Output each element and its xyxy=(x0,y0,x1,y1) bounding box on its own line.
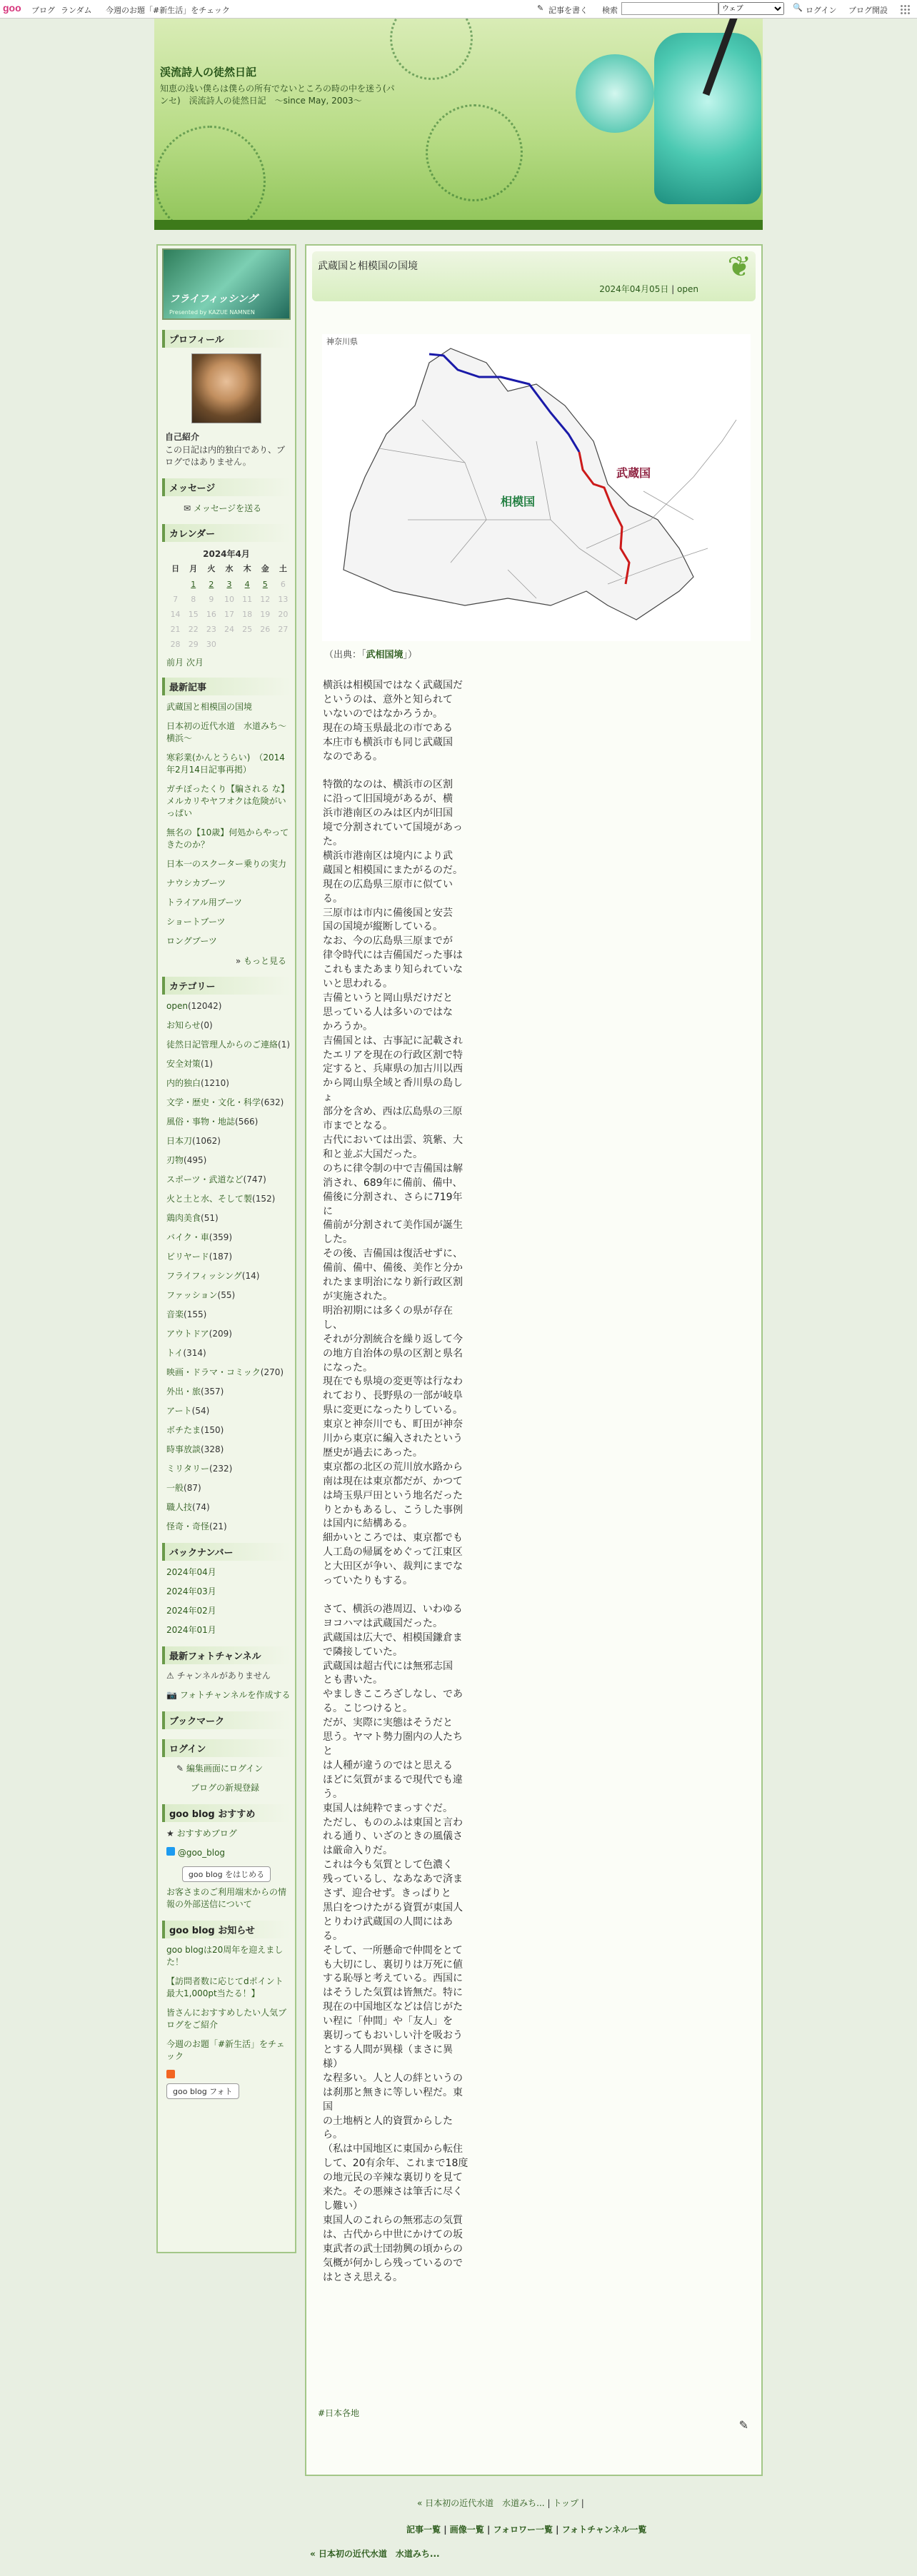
category-item xyxy=(166,1020,291,1032)
category-count: (632) xyxy=(261,1097,284,1107)
separator: | xyxy=(581,2498,584,2508)
recommend-heading: goo blog おすすめ xyxy=(162,1804,291,1822)
calendar-day-header: 月 xyxy=(189,564,198,573)
prev-entry-link[interactable]: « 日本初の近代水道 水道みち... xyxy=(417,2498,545,2508)
entry-category-link[interactable]: open xyxy=(677,284,698,294)
calendar-day: 19 xyxy=(260,610,271,619)
calendar-day: 21 xyxy=(170,625,181,634)
category-link[interactable]: 一般 xyxy=(166,1483,184,1493)
login-section xyxy=(162,1739,291,1794)
category-item xyxy=(166,1482,291,1494)
categories-heading: カテゴリー xyxy=(162,977,291,995)
category-item xyxy=(166,1154,291,1167)
calendar-month: 2024年4月 xyxy=(203,549,250,559)
calendar-day: 9 xyxy=(209,595,214,604)
category-item xyxy=(166,1270,291,1282)
footer-entries-link[interactable]: 記事一覧 xyxy=(406,2525,441,2535)
caption-prefix: （出典：「 xyxy=(324,650,366,660)
calendar-day xyxy=(239,637,256,652)
no-channel-text: チャンネルがありません xyxy=(176,1671,271,1681)
calendar-next-link[interactable]: 次月 xyxy=(186,658,204,668)
calendar-day[interactable]: 2 xyxy=(209,580,214,589)
calendar-day: 25 xyxy=(242,625,253,634)
category-count: (1062) xyxy=(192,1136,221,1146)
category-link[interactable]: アウトドア xyxy=(166,1329,209,1339)
header-stripe xyxy=(154,220,763,230)
category-item xyxy=(166,1424,291,1437)
footer-photo-channels-link[interactable]: フォトチャンネル一覧 xyxy=(561,2525,647,2535)
category-link[interactable]: 音楽 xyxy=(166,1309,184,1319)
search-label: 検索 xyxy=(602,6,618,15)
category-count: (21) xyxy=(209,1521,227,1531)
calendar-day xyxy=(220,637,238,652)
category-link[interactable]: 徒然日記管理人からのご連絡 xyxy=(166,1040,279,1050)
category-link[interactable]: 外出・旅 xyxy=(166,1387,201,1397)
entry-date-link[interactable]: 2024年04月05日 xyxy=(599,284,669,294)
news-heading: goo blog お知らせ xyxy=(162,1921,291,1938)
leaf-icon: ❦ xyxy=(727,251,751,283)
recommend-section xyxy=(162,1804,291,1911)
category-link[interactable]: バイク・車 xyxy=(166,1232,209,1242)
category-count: (155) xyxy=(184,1309,207,1319)
category-item xyxy=(166,1251,291,1263)
create-photo-channel-link[interactable]: フォトチャンネルを作成する xyxy=(179,1690,291,1700)
category-item xyxy=(166,1174,291,1186)
recent-entry-link[interactable]: 寒彩業(かんとうらい) （2014年2月14日記事再掲） xyxy=(166,753,285,775)
category-item xyxy=(166,1463,291,1475)
category-item xyxy=(166,1116,291,1128)
source-link[interactable]: 武相国境 xyxy=(366,650,404,660)
calendar-day: 11 xyxy=(242,595,253,604)
category-link[interactable]: 職人技 xyxy=(166,1502,193,1512)
sagami-label: 相模国 xyxy=(501,495,536,508)
search-input[interactable] xyxy=(621,2,718,15)
calendar-section xyxy=(162,524,291,668)
category-item xyxy=(166,1212,291,1224)
news-link[interactable]: 今週のお題「#新生活」をチェック xyxy=(166,2039,285,2061)
recent-entry-link[interactable]: ロングブーツ xyxy=(166,936,217,946)
category-count: (87) xyxy=(184,1483,201,1493)
category-item xyxy=(166,1501,291,1514)
musashi-sagami-map xyxy=(322,334,751,641)
category-link[interactable]: 火と土と水、そして製 xyxy=(166,1194,253,1204)
entry-header xyxy=(312,251,756,301)
category-link[interactable]: 安全対策 xyxy=(166,1059,201,1069)
new-blog-link[interactable]: ブログの新規登録 xyxy=(191,1783,260,1793)
edit-login-link[interactable]: 編集画面にログイン xyxy=(186,1764,264,1773)
recent-entry-link[interactable]: 無名の【10歳】何処からやってきたのか？ xyxy=(166,827,289,850)
map-caption xyxy=(324,647,417,660)
category-item xyxy=(166,1386,291,1398)
pen-icon: ✎ xyxy=(537,4,544,13)
category-link[interactable]: アート xyxy=(166,1406,192,1416)
search-scope-select[interactable] xyxy=(718,2,784,15)
start-blog-badge[interactable]: goo blog をはじめる xyxy=(182,1866,271,1882)
category-item xyxy=(166,1367,291,1379)
category-item xyxy=(166,1289,291,1302)
category-count: (328) xyxy=(201,1444,224,1454)
categories-section xyxy=(162,977,291,1533)
blog-title[interactable]: 渓流詩人の徒然日記 xyxy=(160,66,257,79)
photo-channel-section xyxy=(162,1646,291,1701)
topbar-link-random[interactable]: ランダム xyxy=(61,6,92,15)
recent-entry-link[interactable]: ナウシカブーツ xyxy=(166,878,226,888)
category-item xyxy=(166,1232,291,1244)
calendar-day-header: 金 xyxy=(261,564,269,573)
category-count: (495) xyxy=(184,1155,207,1165)
fly-fishing-banner[interactable] xyxy=(162,248,291,320)
goo-top-bar xyxy=(0,0,917,19)
separator: | xyxy=(444,2525,447,2535)
calendar-day: 16 xyxy=(206,610,216,619)
calendar-day[interactable]: 4 xyxy=(244,580,250,589)
category-link[interactable]: ファッション xyxy=(166,1290,218,1300)
category-count: (74) xyxy=(192,1502,210,1512)
category-item xyxy=(166,1135,291,1147)
recent-entry-link[interactable]: ガチぼったくり【騙される な】メルカリやヤフオクは危険がいっぱい xyxy=(166,784,289,818)
backnumber-link[interactable]: 2024年01月 xyxy=(166,1625,216,1635)
lace-ornament xyxy=(426,104,523,201)
recent-entry-link[interactable]: 日本一のスクーター乗りの実力 xyxy=(166,859,287,869)
bottom-prev-entry-link[interactable]: « 日本初の近代水道 水道みち... xyxy=(310,2549,440,2559)
calendar-day: 27 xyxy=(278,625,289,634)
footer-links xyxy=(406,2523,646,2535)
category-count: (12042) xyxy=(187,1001,222,1011)
calendar-day: 12 xyxy=(260,595,271,604)
calendar-day: 28 xyxy=(170,640,181,649)
category-count: (1) xyxy=(201,1059,214,1069)
calendar-day: 7 xyxy=(173,595,179,604)
goo-logo[interactable]: goo xyxy=(3,2,21,14)
calendar-heading: カレンダー xyxy=(162,524,291,542)
top-link[interactable]: トップ xyxy=(553,2498,578,2508)
category-count: (14) xyxy=(241,1271,260,1281)
calendar-day-header: 火 xyxy=(207,564,216,573)
blog-header xyxy=(154,19,763,230)
arrow-icon: » xyxy=(235,956,241,966)
intro-label: 自己紹介 xyxy=(165,432,200,442)
calendar-day: 6 xyxy=(280,580,286,589)
calendar-prev-link[interactable]: 前月 xyxy=(166,658,184,668)
news-section xyxy=(162,1921,291,2099)
message-heading: メッセージ xyxy=(162,478,291,496)
category-item xyxy=(166,1328,291,1340)
twitter-icon xyxy=(166,1847,175,1856)
bookmark-section xyxy=(162,1711,291,1729)
calendar-day: 8 xyxy=(191,595,196,604)
backnumber-link[interactable]: 2024年02月 xyxy=(166,1606,216,1616)
category-count: (0) xyxy=(200,1020,213,1030)
rss-icon[interactable] xyxy=(166,2070,175,2078)
category-link[interactable]: 怪奇・奇怪 xyxy=(166,1521,210,1531)
backnumber-section xyxy=(162,1543,291,1636)
category-link[interactable]: スポーツ・武道など xyxy=(166,1174,244,1184)
category-count: (54) xyxy=(191,1406,210,1416)
category-item xyxy=(166,1097,291,1109)
external-transmission-link[interactable]: お客さまのご利用端末からの情報の外部送信について xyxy=(166,1887,287,1909)
category-link[interactable]: 映画・ドラマ・コミック xyxy=(166,1367,261,1377)
edit-icon[interactable]: ✎ xyxy=(738,2418,748,2432)
calendar-day xyxy=(166,577,184,592)
category-count: (187) xyxy=(209,1252,233,1262)
main-content xyxy=(305,244,763,2476)
recent-entries-heading: 最新記事 xyxy=(162,678,291,695)
banner-title: フライフィッシング xyxy=(169,293,258,305)
star-icon: ★ xyxy=(166,1828,174,1838)
login-heading: ログイン xyxy=(162,1739,291,1757)
category-item xyxy=(166,1405,291,1417)
calendar-table xyxy=(166,560,292,652)
category-item xyxy=(166,1000,291,1012)
calendar-day: 30 xyxy=(206,640,216,649)
search-icon[interactable]: 🔍 xyxy=(793,3,803,12)
category-count: (747) xyxy=(243,1174,266,1184)
category-item xyxy=(166,1444,291,1456)
category-link[interactable]: ビリヤード xyxy=(166,1252,209,1262)
calendar-day[interactable]: 3 xyxy=(226,580,232,589)
calendar-day: 14 xyxy=(170,610,181,619)
photo-channel-heading: 最新フォトチャンネル xyxy=(162,1646,291,1664)
calendar-day: 22 xyxy=(188,625,199,634)
calendar-day: 13 xyxy=(278,595,289,604)
category-link[interactable]: 鶏肉美食 xyxy=(166,1213,201,1223)
entry-nav xyxy=(417,2497,584,2509)
calendar-day: 18 xyxy=(242,610,253,619)
category-link[interactable]: ミリタリー xyxy=(166,1464,210,1474)
news-link[interactable]: 皆さんにおすすめしたい人気ブログをご紹介 xyxy=(166,2008,287,2030)
blog-description: 知恵の浅い僕らは僕らの所有でないところの時の中を迷う(パンセ) 渓流詩人の徒然日記 ～since May, 2003～ xyxy=(160,84,395,106)
category-link[interactable]: 風俗・事物・地誌 xyxy=(166,1117,236,1127)
profile-heading: プロフィール xyxy=(162,330,291,348)
calendar-day-header: 水 xyxy=(225,564,234,573)
category-item xyxy=(166,1058,291,1070)
calendar-day: 23 xyxy=(206,625,216,634)
login-link[interactable]: ログイン xyxy=(806,6,837,15)
category-count: (51) xyxy=(201,1213,219,1223)
recent-entry-link[interactable]: トライアル用ブーツ xyxy=(166,897,242,907)
calendar-day-header: 土 xyxy=(279,564,287,573)
intro-text: この日記は内的独白であり、ブログではありません。 xyxy=(165,445,286,467)
category-count: (314) xyxy=(183,1348,206,1358)
footer-images-link[interactable]: 画像一覧 xyxy=(449,2525,484,2535)
calendar-day: 15 xyxy=(188,610,199,619)
camera-icon: 📷 xyxy=(166,1690,177,1700)
category-item xyxy=(166,1039,291,1051)
calendar-day: 20 xyxy=(278,610,289,619)
calendar-day: 24 xyxy=(224,625,234,634)
entry-tag-link[interactable]: #日本各地 xyxy=(318,2408,360,2418)
bottom-prev-nav xyxy=(310,2547,440,2560)
separator: | xyxy=(671,284,675,294)
write-entry-link[interactable]: 記事を書く xyxy=(548,6,588,15)
category-count: (270) xyxy=(260,1367,284,1377)
musashi-label: 武蔵国 xyxy=(616,466,651,480)
separator: | xyxy=(556,2525,559,2535)
category-link[interactable]: 時事放談 xyxy=(166,1444,201,1454)
category-count: (232) xyxy=(209,1464,233,1474)
category-count: (1) xyxy=(278,1040,291,1050)
category-item xyxy=(166,1077,291,1090)
news-link[interactable]: 【訪問者数に応じてdポイント最大1,000pt当たる！】 xyxy=(166,1976,284,1998)
drink-glass-image xyxy=(654,33,761,204)
recent-entry-link[interactable]: 武蔵国と相模国の国境 xyxy=(166,702,253,712)
calendar-day: 17 xyxy=(224,610,234,619)
calendar-day[interactable]: 1 xyxy=(191,580,196,589)
category-count: (1210) xyxy=(201,1078,229,1088)
category-count: (357) xyxy=(201,1387,224,1397)
calendar-day: 10 xyxy=(224,595,234,604)
separator: | xyxy=(547,2498,551,2508)
calendar-day: 26 xyxy=(260,625,271,634)
separator: | xyxy=(486,2525,491,2535)
caption-suffix: 」） xyxy=(403,650,418,660)
send-message-link[interactable]: メッセージを送る xyxy=(193,503,262,513)
topbar-link-weekly-topic[interactable]: 今週のお題「#新生活」をチェック xyxy=(106,6,230,15)
category-count: (152) xyxy=(252,1194,276,1204)
category-item xyxy=(166,1521,291,1533)
category-link[interactable]: ボチたま xyxy=(166,1425,201,1435)
map-prefecture-label: 神奈川県 xyxy=(326,337,358,346)
banner-subtitle: Presented by KAZUE NAMNEN xyxy=(169,309,255,316)
calendar-day xyxy=(256,637,274,652)
twitter-link[interactable]: @goo_blog xyxy=(177,1848,226,1858)
topbar-link-blog[interactable]: ブログ xyxy=(31,6,55,15)
category-count: (359) xyxy=(209,1232,233,1242)
message-section xyxy=(162,478,291,514)
calendar-day xyxy=(274,637,292,652)
envelope-icon: ✉ xyxy=(184,503,191,513)
category-item xyxy=(166,1347,291,1359)
news-link[interactable]: goo blogは20周年を迎えました！ xyxy=(166,1945,284,1967)
category-link[interactable]: 文学・歴史・文化・科学 xyxy=(166,1097,261,1107)
category-count: (566) xyxy=(235,1117,259,1127)
avatar xyxy=(191,353,261,423)
drink-image xyxy=(576,54,654,133)
map-svg xyxy=(322,334,751,641)
category-link[interactable]: 内的独白 xyxy=(166,1078,201,1088)
calendar-day-header: 木 xyxy=(243,564,251,573)
calendar-day: 29 xyxy=(188,640,199,649)
apps-grid-icon[interactable] xyxy=(900,4,910,14)
category-item xyxy=(166,1309,291,1321)
category-link[interactable]: open xyxy=(166,1001,188,1011)
calendar-day[interactable]: 5 xyxy=(262,580,268,589)
entry-title: 武蔵国と相模国の国境 xyxy=(318,261,418,272)
bookmark-heading: ブックマーク xyxy=(162,1711,291,1729)
lace-ornament xyxy=(390,19,473,80)
recommended-blogs-link[interactable]: おすすめブログ xyxy=(176,1828,237,1838)
calendar-day-header: 日 xyxy=(171,564,180,573)
blog-photo-badge[interactable]: goo blog フォト xyxy=(166,2083,239,2099)
profile-section xyxy=(162,330,291,468)
sidebar xyxy=(156,244,296,2253)
category-link[interactable]: 刃物 xyxy=(166,1155,184,1165)
recent-entries-section xyxy=(162,678,291,967)
category-link[interactable]: トイ xyxy=(166,1348,184,1358)
category-link[interactable]: 日本刀 xyxy=(166,1136,193,1146)
more-entries-link[interactable]: もっと見る xyxy=(243,956,286,966)
open-blog-link[interactable]: ブログ開設 xyxy=(848,6,888,15)
recent-entry-link[interactable]: ショートブーツ xyxy=(166,917,226,927)
backnumber-link[interactable]: 2024年04月 xyxy=(166,1567,216,1577)
lace-ornament xyxy=(154,126,266,230)
category-link[interactable]: フライフィッシング xyxy=(166,1271,242,1281)
category-count: (55) xyxy=(217,1290,236,1300)
category-item xyxy=(166,1193,291,1205)
category-link[interactable]: お知らせ xyxy=(166,1020,201,1030)
category-count: (150) xyxy=(201,1425,224,1435)
recent-entry-link[interactable]: 日本初の近代水道 水道みち～横浜～ xyxy=(166,721,287,743)
backnumber-link[interactable]: 2024年03月 xyxy=(166,1586,216,1596)
backnumber-heading: バックナンバー xyxy=(162,1543,291,1561)
entry-body: 横浜は相模国ではなく武蔵国だ というのは、意外と知られて いないのではなかろうか。 現在の埼玉県最北の市である 本庄市も横浜市も同じ武蔵国 なのである。 特徴的なのは、横浜市の区割 に沿って旧国境があるが、横 浜市港南区のみは区内が旧国 境で分割されていて国境があった。 横浜市港南区は境内により武 蔵国と相模国にまたがるのだ。 現在の広島県三原市に似ている。 三原市は市内に備後国と安芸 国の国境が縦断している。 なお、今の広島県三原までが 律令時代には吉備国だった事は これもまたあまり知られていな いと思われる。 吉備というと岡山県だけだと 思っている人は多いのではな かろうか。 吉備国とは、古事記に記載され たエリアを現在の行政区割で特 定すると、兵庫県の加古川以西 から岡山県全域と香川県の島しょ 部分を含め、西は広島県の三原 市までとなる。 古代においては出雲、筑紫、大 和と並ぶ大国だった。 のちに律令制の中で吉備国は解 消され、689年に備前、備中、 備後に分割され、さらに719年に 備前が分割されて美作国が誕生 した。 その後、吉備国は復活せずに、 備前、備中、備後、美作と分か れたまま明治になり新行政区割 が実施された。 明治初期には多くの県が存在し、 それが分割統合を繰り返して今 の地方自治体の県の区割と県名 になった。 現在でも県境の変更等は行なわ れており、長野県の一部が岐阜 県に変更になったりしている。 東京と神奈川でも、町田が神奈 川から東京に編入されたという 歴史が過去にあった。 東京都の北区の荒川放水路から 南は現在は東京都だが、かつて は埼玉県戸田という地名だった りとかもあるし、こうした事例 は国内に結構ある。 細かいところでは、東京都でも 人工島の帰属をめぐって江東区 と大田区が争い、裁判にまでな っていたりもする。 さて、横浜の港周辺、いわゆる ヨコハマは武蔵国だった。 武蔵国は広大で、相模国鎌倉ま で隣接していた。 武蔵国は超古代には無邪志国 とも書いた。 やましきこころざしなし、であ る。こじつけると。 だが、実際に実態はそうだと 思う。ヤマト勢力圏内の人たちと は人種が違うのではと思える ほどに気質がまるで現代でも違 う。 東国人は純粋でまっすぐだ。 ただし、もののふは東国と言わ れる通り、いざのときの風儀さ は厳命入りだ。 これは今も気質として色濃く 残っているし、なあなあで済ま さず、迎合せず。きっぱりと 黒白をつけたがる資質が東国人 とりわけ武蔵国の人間にはある。 そして、一所懸命で仲間をとて も大切にし、裏切りは万死に値 する恥辱と考えている。西国に はそうした気質は皆無だ。特に 現在の中国地区などは信じがた い程に「仲間」や「友人」を 裏切ってもおいしい汁を吸おう とする人間が異様（まさに異様） な程多い。人と人の絆というの は刹那と無きに等しい程だ。東国 の土地柄と人的資質からしたら。 （私は中国地区に東国から転住 して、20有余年、これまで18度 の地元民の辛辣な裏切りを見て 来た。その悪辣さは筆舌に尽く し難い） 東国人のこれらの無邪志の気質 は、古代から中世にかけての坂 東武者の武士団勃興の頃からの 気概が何かしら残っているので はとさえ思える。 xyxy=(323,680,468,2283)
warning-icon: ⚠ xyxy=(166,1671,174,1681)
pen-icon: ✎ xyxy=(176,1764,184,1773)
footer-followers-link[interactable]: フォロワー一覧 xyxy=(493,2525,553,2535)
category-count: (209) xyxy=(209,1329,232,1339)
